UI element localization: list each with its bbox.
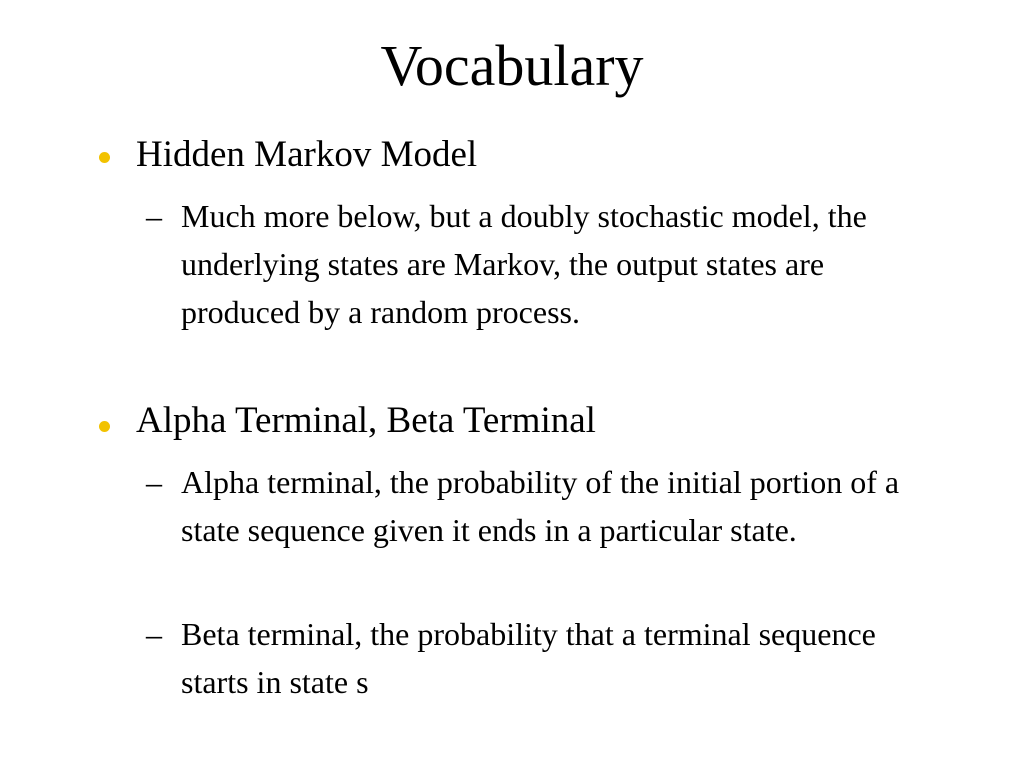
sub-bullet-dash-icon: – (146, 198, 162, 234)
bullet-2-sub-1: Alpha terminal, the probability of the initial portion of a state sequence given it ends in a particular state. (181, 464, 900, 548)
bullet-1-text: Hidden Markov Model (136, 134, 478, 175)
bullet-1-sub-1: Much more below, but a doubly stochastic model, the underlying states are Markov, the output states are produced by a random process. (181, 198, 867, 330)
bullet-dot-icon (99, 421, 110, 432)
bullet-2-sub-2: Beta terminal, the probability that a terminal sequence starts in state s (181, 616, 876, 700)
bullet-dot-icon (99, 152, 110, 163)
sub-bullet-dash-icon: – (146, 464, 162, 500)
slide-title: Vocabulary (380, 33, 644, 98)
sub-bullet-dash-icon: – (146, 616, 162, 652)
bullet-2-text: Alpha Terminal, Beta Terminal (136, 400, 596, 441)
